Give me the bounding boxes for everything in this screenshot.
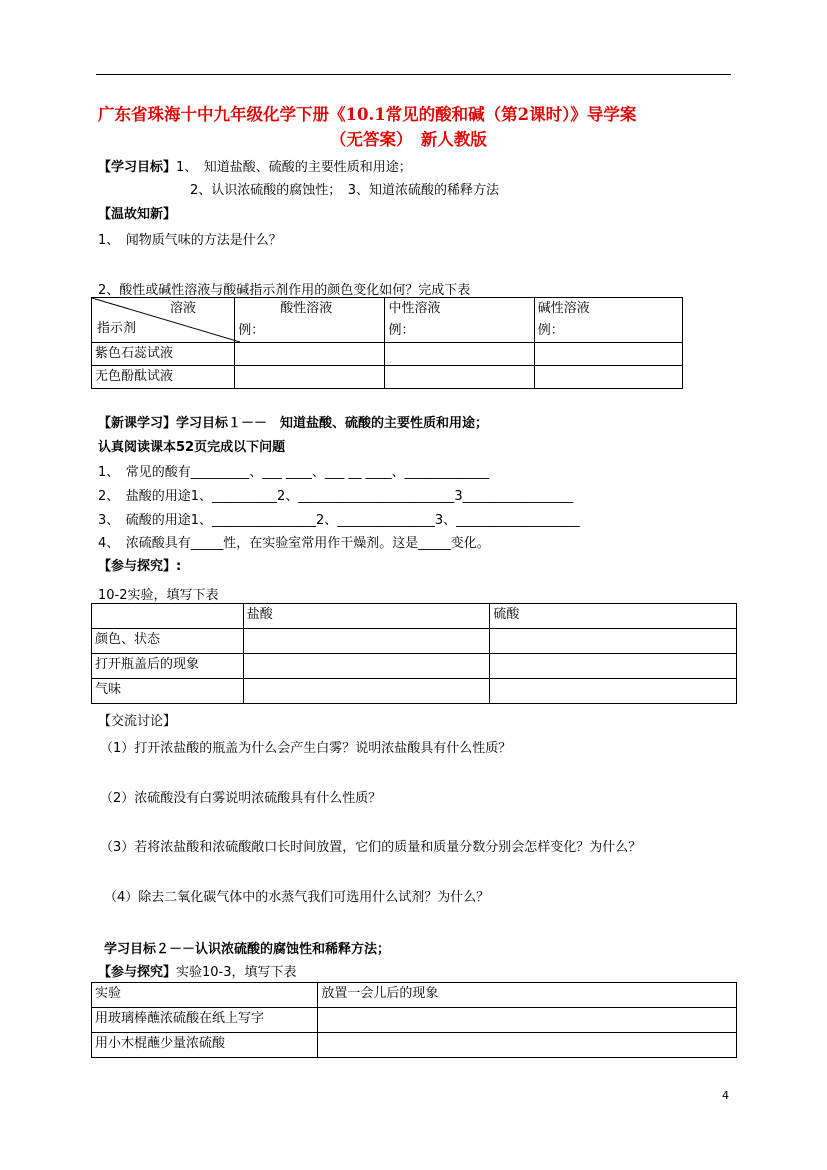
page-subtitle: （无答案） 新人教版 <box>330 130 487 149</box>
header-neutral-example: 例： <box>388 323 415 338</box>
goals-label: 【学习目标】 <box>98 160 177 175</box>
table-row <box>92 654 737 679</box>
cell-color-hcl[interactable] <box>243 629 490 654</box>
header-acidic-example: 例： <box>238 323 265 338</box>
row-label-phenolphthalein: 无色酚酞试液 <box>92 366 235 389</box>
table-row <box>92 343 683 366</box>
new-lesson-item-1: 1、 常见的酸有_________、___ ____、___ __ ____、_____________ <box>98 465 490 480</box>
discussion-q2: （2）浓硫酸没有白雾说明浓硫酸具有什么性质？ <box>100 791 382 806</box>
row-label-smell: 气味 <box>92 679 244 704</box>
table-row <box>92 1033 737 1058</box>
row-label-wood-stick: 用小木棍蘸少量浓硫酸 <box>92 1033 318 1058</box>
cell-smell-h2so4[interactable] <box>490 679 737 704</box>
row-label-open: 打开瓶盖后的现象 <box>92 654 244 679</box>
review-q1: 1、 闻物质气味的方法是什么？ <box>98 233 282 248</box>
explore1-intro: 10-2实验，填写下表 <box>98 588 219 603</box>
discussion-q3: （3）若将浓盐酸和浓硫酸敞口长时间放置，它们的质量和质量分数分别会怎样变化？为什么？ <box>100 840 642 855</box>
cell-wood-stick[interactable] <box>318 1033 737 1058</box>
cell-litmus-acidic[interactable] <box>235 343 385 366</box>
discussion-q1: （1）打开浓盐酸的瓶盖为什么会产生白雾？说明浓盐酸具有什么性质？ <box>100 741 512 756</box>
goal-2: 2、认识浓硫酸的腐蚀性； 3、知道浓硫酸的稀释方法 <box>190 183 500 198</box>
experiment-10-2-table <box>91 603 737 704</box>
cell-phenol-acidic[interactable] <box>235 366 385 389</box>
header-basic-name: 碱性溶液 <box>537 301 590 316</box>
explore1-label: 【参与探究】: <box>98 559 182 574</box>
header-neutral <box>385 298 534 343</box>
cell-color-h2so4[interactable] <box>490 629 737 654</box>
goals-line1 <box>98 156 412 175</box>
header-sulfuric: 硫酸 <box>490 604 737 629</box>
corner-bottom-label: 指示剂 <box>97 321 137 336</box>
review-label: 【温故知新】 <box>98 207 177 222</box>
goal2-line <box>98 961 297 980</box>
cell-open-hcl[interactable] <box>243 654 490 679</box>
header-basic <box>534 298 682 343</box>
table-row <box>92 629 737 654</box>
indicator-table-corner <box>92 298 235 343</box>
cell-litmus-neutral[interactable] <box>385 343 534 366</box>
header-acidic-name: 酸性溶液 <box>280 301 333 316</box>
row-label-glass-rod: 用玻璃棒蘸浓硫酸在纸上写字 <box>92 1008 318 1033</box>
new-lesson-item-3: 3、 硫酸的用途1、________________2、_______________3、___________________ <box>98 513 580 528</box>
discussion-q4: （4）除去二氧化碳气体中的水蒸气我们可选用什么试剂？为什么？ <box>104 890 490 905</box>
header-basic-example: 例： <box>537 323 564 338</box>
page-title: 广东省珠海十中九年级化学下册《10.1常见的酸和碱（第2课时）》导学案 <box>98 105 637 124</box>
header-experiment: 实验 <box>92 983 318 1008</box>
header-blank <box>92 604 244 629</box>
experiment-10-3-table <box>91 982 737 1058</box>
goal-1: 1、 知道盐酸、硫酸的主要性质和用途； <box>176 160 412 175</box>
row-label-litmus: 紫色石蕊试液 <box>92 343 235 366</box>
new-lesson-item-2: 2、 盐酸的用途1、__________2、________________________3_________________ <box>98 489 574 504</box>
header-hydrochloric: 盐酸 <box>243 604 490 629</box>
cell-litmus-basic[interactable] <box>534 343 682 366</box>
page-number: 4 <box>722 1089 729 1102</box>
header-phenomenon: 放置一会儿后的现象 <box>318 983 737 1008</box>
cell-smell-hcl[interactable] <box>243 679 490 704</box>
table-row <box>92 366 683 389</box>
table-row <box>92 1008 737 1033</box>
cell-glass-rod[interactable] <box>318 1008 737 1033</box>
header-rule <box>96 74 731 75</box>
goal2-intro: 实验10-3，填写下表 <box>176 965 297 980</box>
corner-top-label: 溶液 <box>170 301 197 316</box>
table-row <box>92 679 737 704</box>
cell-open-h2so4[interactable] <box>490 654 737 679</box>
new-lesson-item-4: 4、 浓硫酸具有_____性，在实验室常用作干燥剂。这是_____变化。 <box>98 536 490 551</box>
header-acidic <box>235 298 385 343</box>
indicator-table <box>91 297 683 389</box>
header-neutral-name: 中性溶液 <box>388 301 441 316</box>
review-q2: 2、酸性或碱性溶液与酸碱指示剂作用的颜色变化如何？完成下表 <box>98 283 471 298</box>
goal2-heading: 学习目标２－－认识浓硫酸的腐蚀性和稀释方法； <box>104 942 391 957</box>
cell-phenol-neutral[interactable] <box>385 366 534 389</box>
new-lesson-read: 认真阅读课本52页完成以下问题 <box>98 440 286 455</box>
discussion-label: 【交流讨论】 <box>98 714 177 729</box>
new-lesson-heading: 【新课学习】学习目标１－－ 知道盐酸、硫酸的主要性质和用途； <box>98 416 489 431</box>
goal2-label: 【参与探究】 <box>98 965 177 980</box>
row-label-color: 颜色、状态 <box>92 629 244 654</box>
cell-phenol-basic[interactable] <box>534 366 682 389</box>
